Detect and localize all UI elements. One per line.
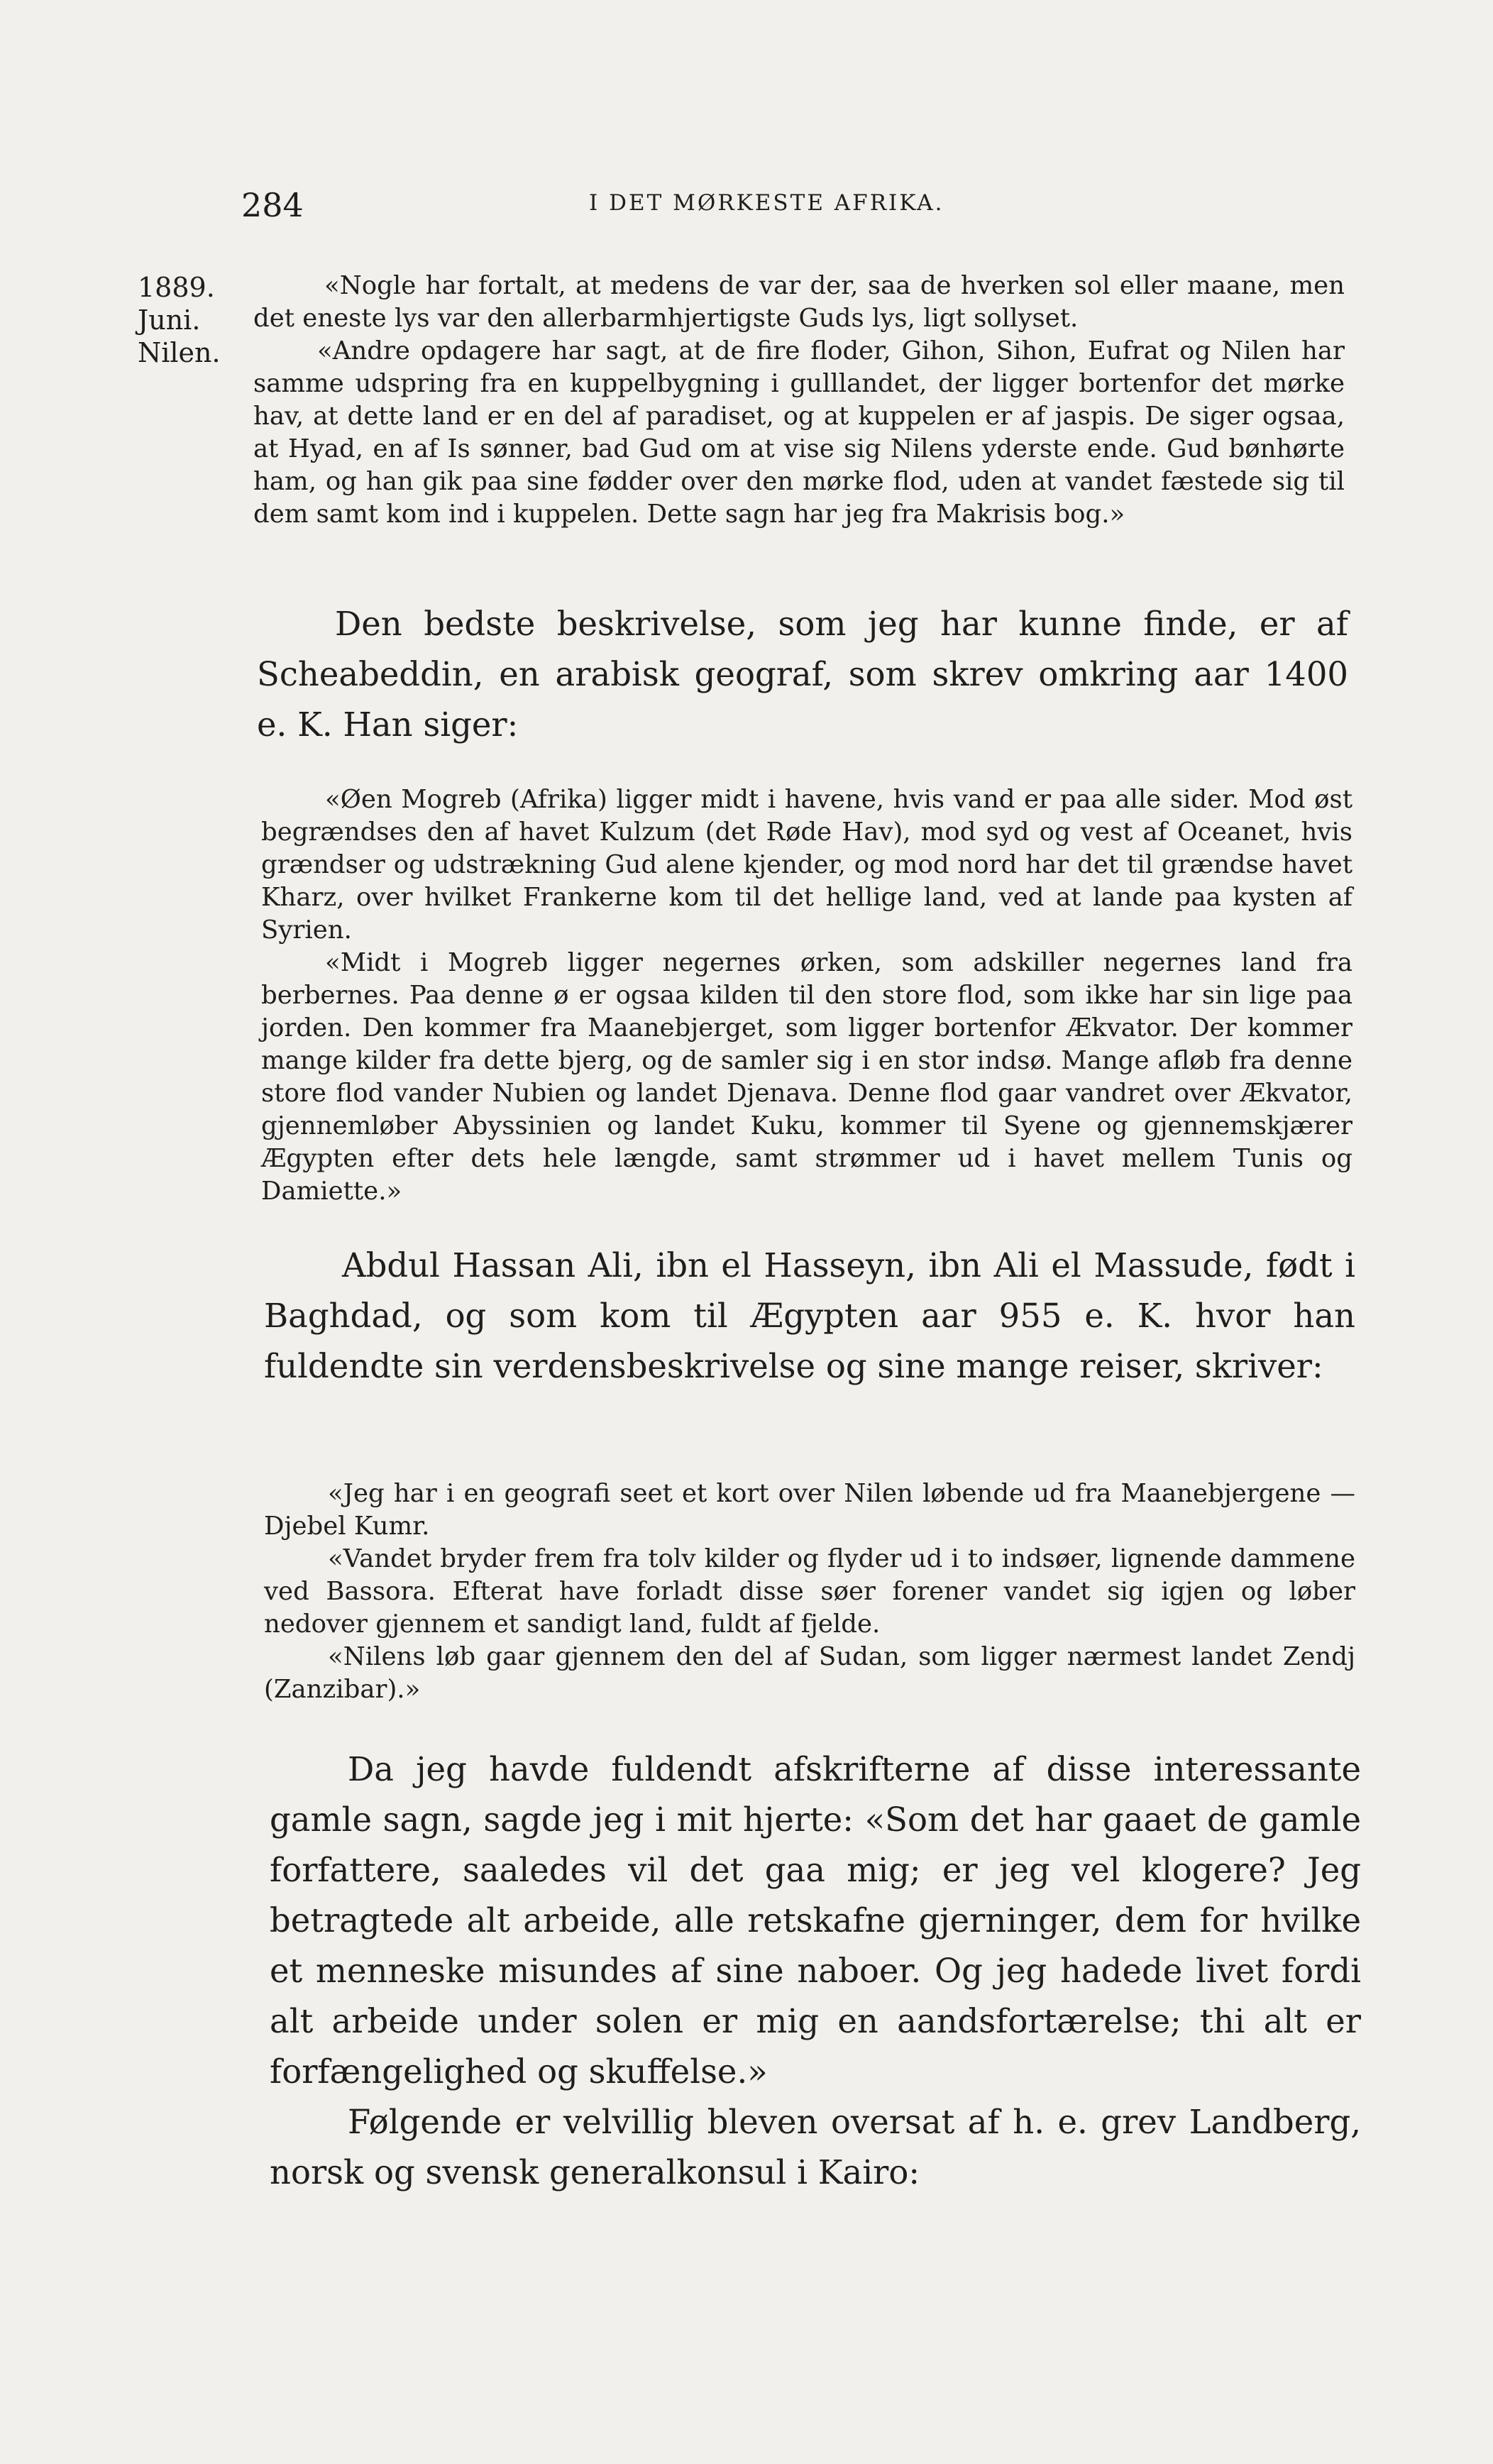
margin-note-place: Nilen. bbox=[138, 337, 221, 368]
paragraph-scheabeddin bbox=[257, 599, 1348, 750]
running-title: I DET MØRKESTE AFRIKA. bbox=[589, 190, 944, 216]
quote-paragraph: «Andre opdagere har sagt, at de fire floder, Gihon, Sihon, Eufrat og Nilen har samme udspring fra en kuppelbygning i gulllandet, der ligger bortenfor det mørke hav, at dette land er en del af paradiset, og at kuppelen er af jaspis. De siger ogsaa, at Hyad, en af Is sønner, bad Gud om at vise sig Nilens yderste ende. Gud bønhørte ham, og han gik paa sine fødder over den mørke flod, uden at vandet fæstede sig til dem samt kom ind i kuppelen. Dette sagn har jeg fra Makrisis bog.» bbox=[253, 336, 1345, 529]
quote-paragraph: «Øen Mogreb (Afrika) ligger midt i havene, hvis vand er paa alle sider. Mod øst begrændses den af havet Kulzum (det Røde Hav), mod syd og vest af Oceanet, hvis grændser og udstrækning Gud alene kjender, og mod nord har det til grændse havet Kharz, over hvilket Frankerne kom til det hellige land, ved at lande paa kysten af Syrien. bbox=[261, 785, 1352, 945]
margin-note-month: Juni. bbox=[138, 304, 201, 336]
quote-paragraph: «Vandet bryder frem fra tolv kilder og flyder ud i to indsøer, lignende dammene ved Bassora. Efterat have forladt disse søer forener vandet sig igjen og løber nedover gjennem et sandigt land, fuldt af fjelde. bbox=[264, 1544, 1355, 1639]
paragraph-massude bbox=[264, 1241, 1355, 1392]
quote-massude bbox=[264, 1478, 1355, 1706]
quote-paragraph: «Midt i Mogreb ligger negernes ørken, som adskiller negernes land fra berbernes. Paa denne ø er ogsaa kilden til den store flod, som ikke har sin lige paa jorden. Den kommer fra Maanebjerget, som ligger bortenfor Ækvator. Der kommer mange kilder fra dette bjerg, og de samler sig i en stor indsø. Mange afløb fra denne store flod vander Nubien og landet Djenava. Denne flod gaar vandret over Ækvator, gjennemløber Abyssinien og landet Kuku, kommer til Syene og gjennemskjærer Ægypten efter dets hele længde, samt strømmer ud i havet mellem Tunis og Damiette.» bbox=[261, 948, 1352, 1206]
margin-notes bbox=[138, 271, 221, 369]
body-paragraph: Da jeg havde fuldendt afskrifterne af disse interessante gamle sagn, sagde jeg i mit hjerte: «Som det har gaaet de gamle forfattere, saaledes vil det gaa mig; er jeg vel klogere? Jeg betragtede alt arbeide, alle retskafne gjerninger, dem for hvilke et menneske misundes af sine naboer. Og jeg hadede livet fordi alt arbeide under solen er mig en aandsfortærelse; thi alt er forfængelighed og skuffelse.» bbox=[270, 1750, 1361, 2091]
margin-note-year: 1889. bbox=[138, 272, 215, 303]
quote-paragraph: «Jeg har i en geografi seet et kort over Nilen løbende ud fra Maanebjergene — Djebel Kumr. bbox=[264, 1479, 1355, 1541]
page-number: 284 bbox=[241, 186, 304, 224]
quote-scheabeddin bbox=[261, 783, 1352, 1208]
body-paragraph: Abdul Hassan Ali, ibn el Hasseyn, ibn Ali el Massude, født i Baghdad, og som kom til Ægypten aar 955 e. K. hvor han fuldendte sin verdensbeskrivelse og sine mange reiser, skriver: bbox=[264, 1246, 1355, 1385]
paragraph-reflection bbox=[270, 1744, 1361, 2198]
body-paragraph: Den bedste beskrivelse, som jeg har kunne finde, er af Scheabeddin, en arabisk geograf, som skrev omkring aar 1400 e. K. Han siger: bbox=[257, 605, 1348, 744]
running-head bbox=[241, 186, 1362, 229]
body-paragraph: Følgende er velvillig bleven oversat af h. e. grev Landberg, norsk og svensk generalkonsul i Kairo: bbox=[270, 2103, 1361, 2191]
quote-paragraph: «Nogle har fortalt, at medens de var der, saa de hverken sol eller maane, men det eneste lys var den allerbarmhjertigste Guds lys, ligt sollyset. bbox=[253, 271, 1345, 333]
quote-paragraph: «Nilens løb gaar gjennem den del af Sudan, som ligger nærmest landet Zendj (Zanzibar).» bbox=[264, 1642, 1355, 1704]
quote-makrisi bbox=[253, 270, 1345, 531]
